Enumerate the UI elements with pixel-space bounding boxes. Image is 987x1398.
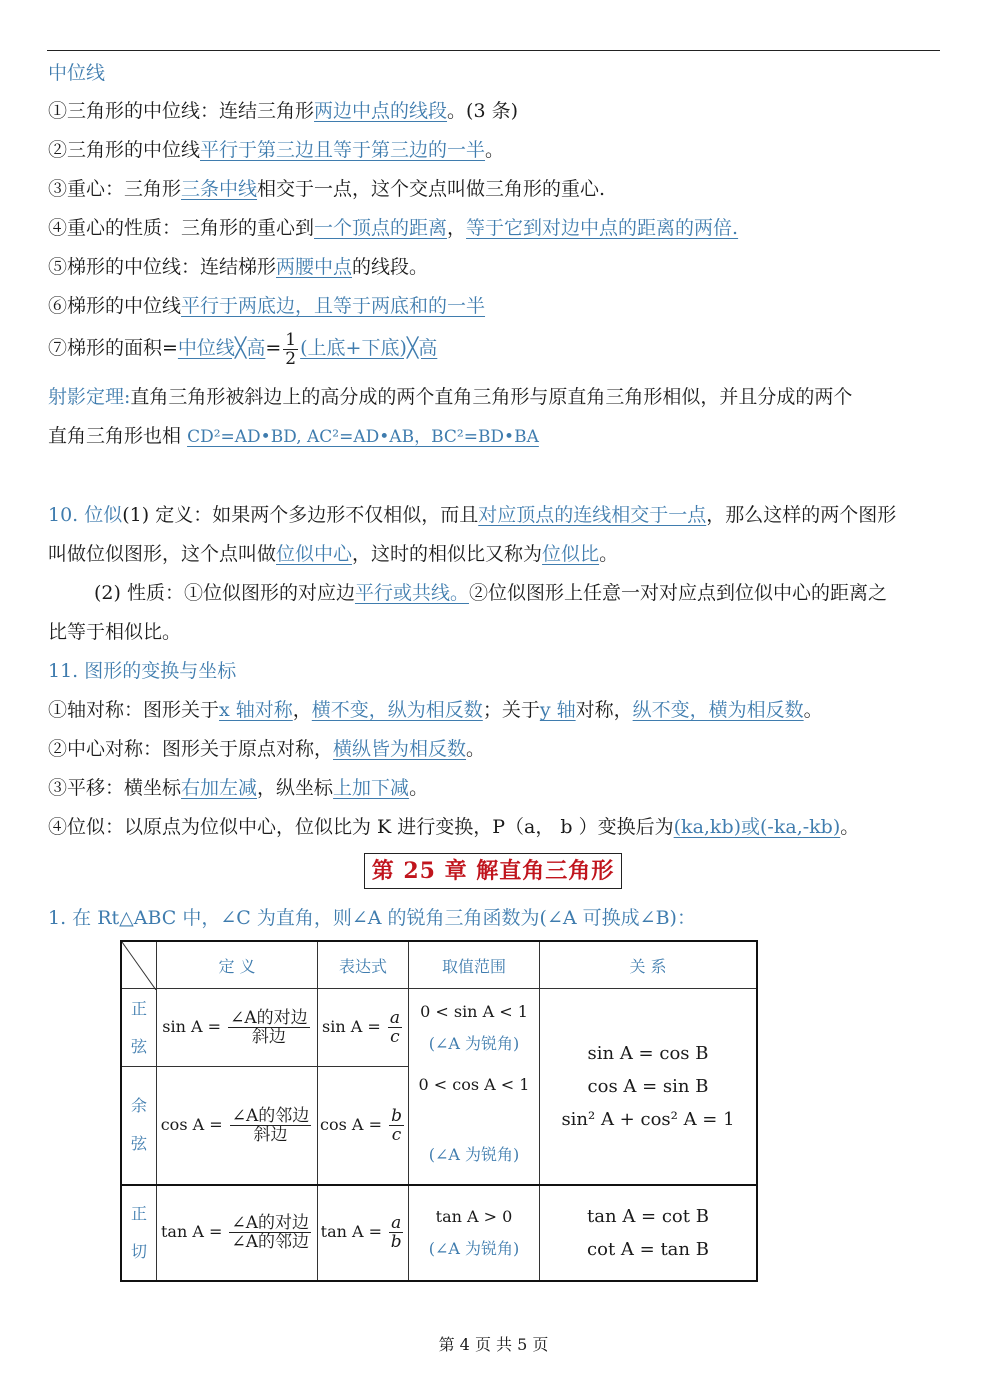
- midline-item-1: ①三角形的中位线：连结三角形两边中点的线段。(3 条): [48, 100, 518, 122]
- axis-symmetry-item: ①轴对称：图形关于x 轴对称，横不变，纵为相反数；关于y 轴对称，纵不变，横为相反数。: [48, 699, 823, 721]
- cosine-definition: cos A = $\frac{\text{∠A的邻边}}{\text{斜边}}$: [157, 1067, 318, 1185]
- section-heading-midline: 中位线: [48, 62, 106, 84]
- row-label-tangent: 正 切: [121, 1185, 157, 1281]
- table-corner-cell: [121, 941, 157, 989]
- trapezoid-area-item: ⑦梯形的面积=中位线╳高= $\frac{1}{2}$ (上底+下底)╳高: [48, 329, 438, 369]
- sine-expression: sin A = $\frac{a}{c}$: [318, 989, 409, 1067]
- homothety-definition-line-1: 10. 位似(1) 定义：如果两个多边形不仅相似，而且对应顶点的连线相交于一点，那么这样的两个图形: [48, 504, 897, 526]
- sine-cosine-relations: sin A = cos B cos A = sin B sin² A + cos² A = 1: [540, 989, 758, 1185]
- homothety-coordinate-item: ④位似：以原点为位似中心，位似比为 K 进行变换，P（a， b ）变换后为(ka,kb)或(-ka,-kb)。: [48, 816, 860, 838]
- tangent-definition: tan A = $\frac{\text{∠A的对边}}{\text{∠A的邻边}}$: [157, 1185, 318, 1281]
- fraction-one-half: $\frac{1}{2}$: [285, 329, 297, 369]
- tangent-relations: tan A = cot B cot A = tan B: [540, 1185, 758, 1281]
- trig-function-table: [120, 940, 758, 1282]
- header-expression: 表达式: [318, 941, 409, 989]
- sine-definition: sin A = $\frac{\text{∠A的对边}}{\text{斜边}}$: [157, 989, 318, 1067]
- central-symmetry-item: ②中心对称：图形关于原点对称，横纵皆为相反数。: [48, 738, 486, 760]
- sine-range: 0 < sin A < 1 (∠A 为锐角): [409, 989, 540, 1067]
- centroid-property-item: ④重心的性质：三角形的重心到一个顶点的距离，等于它到对边中点的距离的两倍.: [48, 217, 739, 239]
- header-rule: [47, 50, 940, 51]
- trapezoid-midline-property-item: ⑥梯形的中位线平行于两底边，且等于两底和的一半: [48, 295, 486, 317]
- projection-theorem-line-1: 射影定理:直角三角形被斜边上的高分成的两个直角三角形与原直角三角形相似，并且分成的两个: [48, 386, 853, 408]
- homothety-property-line-2: 比等于相似比。: [48, 621, 182, 643]
- midline-item-2: ②三角形的中位线平行于第三边且等于第三边的一半。: [48, 139, 505, 161]
- projection-theorem-line-2: 直角三角形也相 CD²=AD•BD, AC²=AD•AB，BC²=BD•BA: [48, 425, 539, 447]
- homothety-property-line-1: (2) 性质：①位似图形的对应边平行或共线。②位似图形上任意一对对应点到位似中心的距离之: [94, 582, 887, 604]
- header-definition: 定 义: [157, 941, 318, 989]
- tangent-expression: tan A = $\frac{a}{b}$: [318, 1185, 409, 1281]
- tangent-range: tan A > 0 (∠A 为锐角): [409, 1185, 540, 1281]
- trapezoid-midline-item: ⑤梯形的中位线：连结梯形两腰中点的线段。: [48, 256, 429, 278]
- trig-intro: 1. 在 Rt△ABC 中，∠C 为直角，则∠A 的锐角三角函数为(∠A 可换成∠B)：: [48, 907, 696, 929]
- centroid-item: ③重心：三角形三条中线相交于一点，这个交点叫做三角形的重心.: [48, 178, 606, 200]
- cosine-range: 0 < cos A < 1 (∠A 为锐角): [409, 1067, 540, 1185]
- translation-item: ③平移：横坐标右加左减，纵坐标上加下减。: [48, 777, 429, 799]
- row-label-sine: 正 弦: [121, 989, 157, 1067]
- header-range: 取值范围: [409, 941, 540, 989]
- chapter-title-box: 第 25 章 解直角三角形: [364, 853, 622, 889]
- row-label-cosine: 余 弦: [121, 1067, 157, 1185]
- header-relation: 关 系: [540, 941, 758, 989]
- cosine-expression: cos A = $\frac{b}{c}$: [318, 1067, 409, 1185]
- page-footer: 第 4 页 共 5 页: [438, 1335, 549, 1354]
- corner-diagonal: [122, 942, 156, 990]
- section-heading-transform: 11. 图形的变换与坐标: [48, 660, 237, 682]
- homothety-definition-line-2: 叫做位似图形，这个点叫做位似中心，这时的相似比又称为位似比。: [48, 543, 619, 565]
